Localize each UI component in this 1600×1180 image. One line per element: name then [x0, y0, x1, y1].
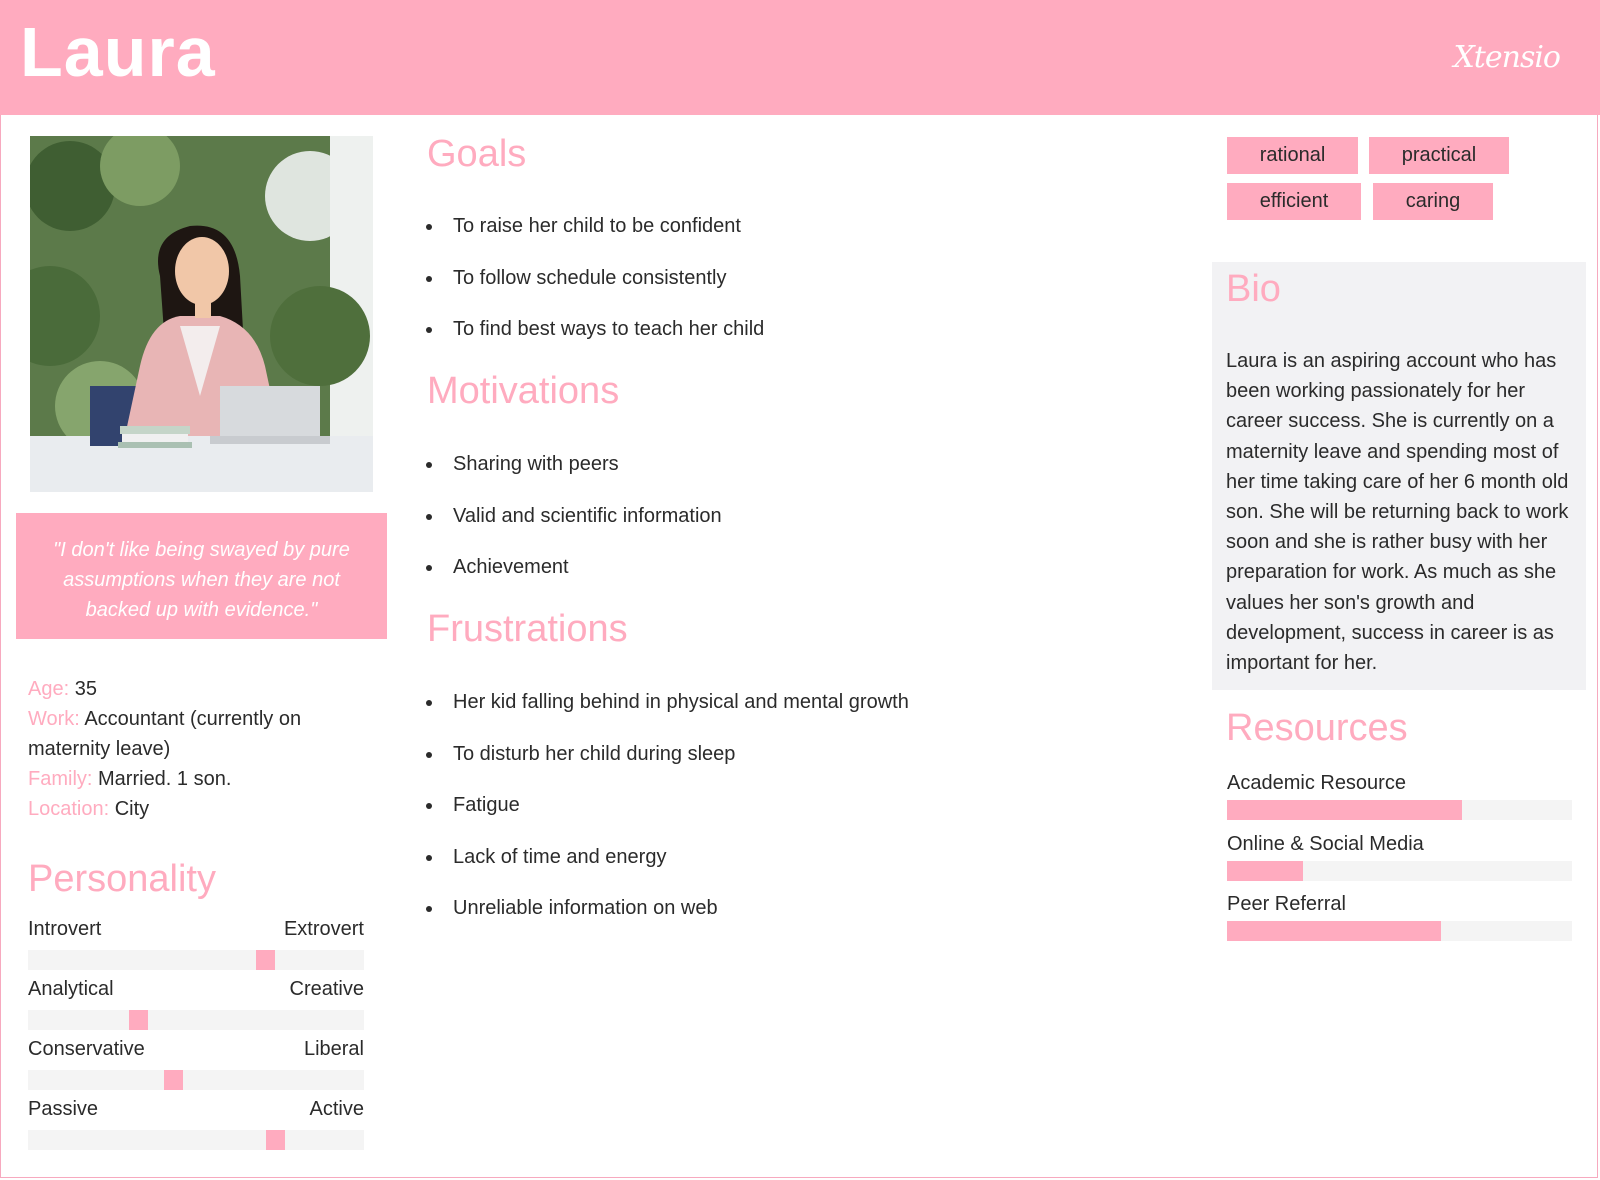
info-age: [28, 674, 378, 704]
list-item: To follow schedule consistently: [420, 266, 980, 318]
header-bar: [0, 0, 1600, 115]
motivations-list: [420, 452, 980, 607]
list-item: Achievement: [420, 555, 980, 607]
list-item: To disturb her child during sleep: [420, 742, 980, 794]
resource-fill: [1227, 861, 1303, 881]
slider-marker: [266, 1130, 285, 1150]
list-item: Her kid falling behind in physical and mental growth: [420, 690, 980, 742]
persona-photo: [30, 136, 373, 492]
info-location: [28, 794, 378, 824]
frustrations-list: [420, 690, 980, 948]
slider-marker: [129, 1010, 148, 1030]
slider-right-label: Active: [309, 1098, 364, 1120]
slider-track: [28, 1070, 364, 1090]
resource-label: Online & Social Media: [1227, 833, 1424, 855]
slider-marker: [256, 950, 275, 970]
trait-tag: rational: [1227, 137, 1358, 174]
slider-left-label: Introvert: [28, 918, 102, 940]
resource-fill: [1227, 921, 1441, 941]
slider-track: [28, 1130, 364, 1150]
slider-left-label: Analytical: [28, 978, 114, 1000]
resource-bar: [1227, 800, 1572, 820]
resource-label: Peer Referral: [1227, 893, 1346, 915]
slider-marker: [164, 1070, 183, 1090]
resource-item: [1227, 831, 1572, 881]
info-value: Accountant (currently on maternity leave): [28, 708, 302, 760]
info-work: [28, 704, 378, 764]
info-value: 35: [74, 678, 97, 700]
trait-tag: caring: [1373, 183, 1493, 220]
slider-left-label: Conservative: [28, 1038, 145, 1060]
personality-slider: [28, 1098, 364, 1150]
brand-logo: Xtensio: [1453, 40, 1560, 75]
demographics: [28, 674, 378, 824]
info-value: City: [114, 798, 150, 820]
goals-list: [420, 214, 980, 369]
info-key: Location:: [28, 798, 110, 820]
slider-right-label: Extrovert: [283, 918, 364, 940]
list-item: To find best ways to teach her child: [420, 317, 980, 369]
slider-right-label: Liberal: [303, 1038, 364, 1060]
persona-quote: "I don't like being swayed by pure assumptions when they are not backed up with evidence.": [16, 513, 387, 639]
resource-label: Academic Resource: [1227, 772, 1406, 794]
resource-item: [1227, 770, 1572, 820]
motivations-heading: Motivations: [427, 370, 620, 412]
persona-name: Laura: [20, 13, 216, 91]
woman-at-laptop-illustration: [30, 136, 373, 492]
personality-slider: [28, 1038, 364, 1090]
bio-panel: [1212, 262, 1586, 690]
frustrations-heading: Frustrations: [427, 608, 628, 650]
goals-heading: Goals: [427, 133, 527, 175]
list-item: Sharing with peers: [420, 452, 980, 504]
personality-slider: [28, 978, 364, 1030]
slider-left-label: Passive: [28, 1098, 99, 1120]
trait-tag: practical: [1369, 137, 1509, 174]
info-key: Family:: [28, 768, 93, 790]
list-item: Lack of time and energy: [420, 845, 980, 897]
resource-bar: [1227, 861, 1572, 881]
resource-bar: [1227, 921, 1572, 941]
slider-right-label: Creative: [289, 978, 364, 1000]
bio-text: Laura is an aspiring account who has been working passionately for her career success. She is currently on a maternity leave and spending most of her time taking care of her 6 month old son. She will be returning back to work soon and she is rather busy with her preparation for work. As much as she values her son's growth and development, success in career is as important for her.: [1226, 350, 1569, 675]
info-key: Work:: [28, 708, 80, 730]
list-item: Unreliable information on web: [420, 896, 980, 948]
trait-tag: efficient: [1227, 183, 1361, 220]
info-value: Married. 1 son.: [98, 768, 232, 790]
info-family: [28, 764, 378, 794]
resources-heading: Resources: [1226, 707, 1408, 749]
resource-fill: [1227, 800, 1462, 820]
slider-track: [28, 1010, 364, 1030]
resource-item: [1227, 891, 1572, 941]
bio-heading: Bio: [1226, 268, 1281, 310]
info-key: Age:: [28, 678, 70, 700]
list-item: Valid and scientific information: [420, 504, 980, 556]
list-item: Fatigue: [420, 793, 980, 845]
list-item: To raise her child to be confident: [420, 214, 980, 266]
slider-track: [28, 950, 364, 970]
personality-heading: Personality: [28, 858, 216, 900]
personality-slider: [28, 918, 364, 970]
